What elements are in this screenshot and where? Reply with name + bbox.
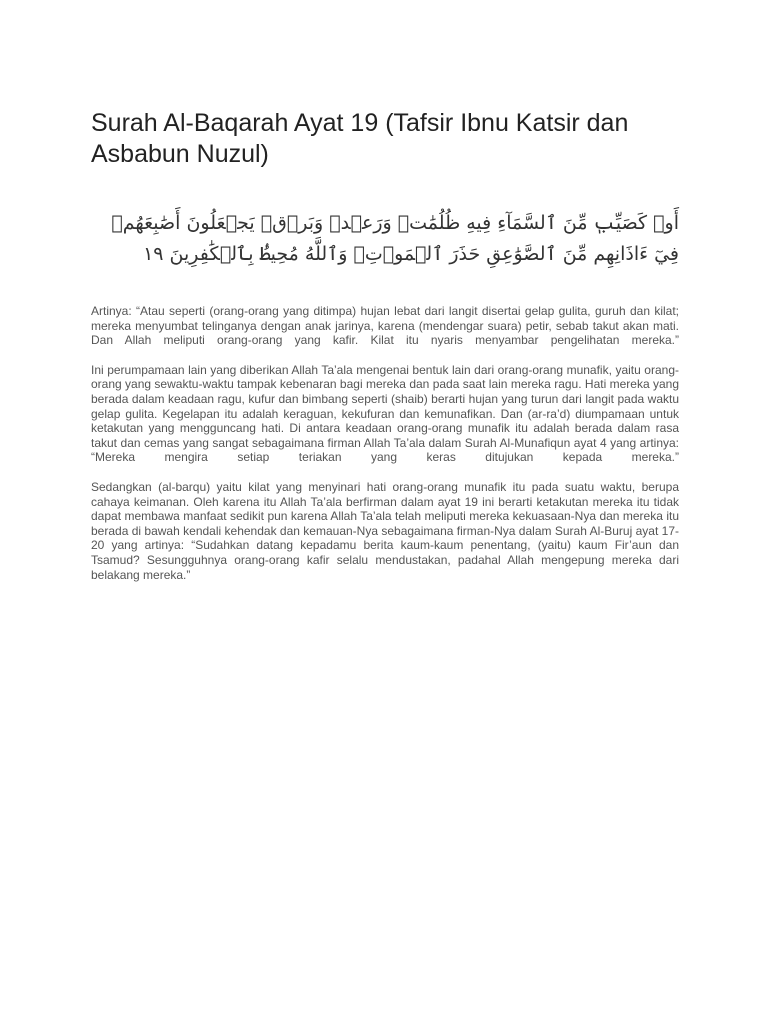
tafsir-paragraph-1: Ini perumpamaan lain yang diberikan Allah Ta’ala mengenai bentuk lain dari orang-orang munafik, yaitu orang-orang yang sewaktu-waktu tampak kebenaran bagi mereka dan pada saat lain mereka ragu. Hati mereka yang berada dalam keadaan ragu, kufur dan bimbang seperti (shaib) berarti hujan yang turun dari langit pada waktu gelap gulita. Kegelapan itu adalah keraguan, kekufuran dan kemunafikan. Dan (ar-ra’d) diumpamaan untuk ketakutan yang mengguncang hati. Di antara keadaan orang-orang munafik itu adalah berada dalam rasa takut dan cemas yang sangat sebagaimana firman Allah Ta’ala dalam Surah Al-Munafiqun ayat 4 yang artinya: “Mereka mengira setiap teriakan yang keras ditujukan kepada mereka.”: [91, 362, 679, 465]
arabic-verse: أَوۡ كَصَيِّبٖ مِّنَ ٱلسَّمَآءِ فِيهِ ظُلُمَٰتٞ وَرَعۡدٞ وَبَرۡقٞ يَجۡعَلُونَ أَصَٰبِعَهُمۡ فِيٓ ءَاذَانِهِم مِّنَ ٱلصَّوَٰعِقِ حَذَرَ ٱلۡمَوۡتِۚ وَٱللَّهُ مُحِيطُۢ بِٱلۡكَٰفِرِينَ ١٩: [111, 212, 679, 265]
tafsir-paragraph-2: Sedangkan (al-barqu) yaitu kilat yang menyinari hati orang-orang munafik itu pada suatu waktu, berupa cahaya keimanan. Oleh karena itu Allah Ta’ala berfirman dalam ayat 19 ini berarti ketakutan mereka itu tidak dapat membawa manfaat sedikit pun karena Allah Ta’ala telah meliputi mereka kekuasaan-Nya dan mereka itu berada di bawah kendali kehendak dan kemauan-Nya sebagaimana firman-Nya dalam Surah Al-Buruj ayat 17-20 yang artinya: “Sudahkan datang kepadamu berita kaum-kaum penentang, (yaitu) kaum Fir’aun dan Tsamud? Sesungguhnya orang-orang kafir selalu mendustakan, padahal Allah mengepung mereka dari belakang mereka.”: [91, 479, 679, 582]
document-content: [91, 108, 679, 582]
translation-paragraph: Artinya: “Atau seperti (orang-orang yang ditimpa) hujan lebat dari langit disertai gelap gulita, guruh dan kilat; mereka menyumbat telinganya dengan anak jarinya, karena (mendengar suara) petir, sebab takut akan mati. Dan Allah meliputi orang-orang yang kafir. Kilat itu nyaris menyambar pengelihatan mereka.”: [91, 304, 679, 348]
page-title: Surah Al-Baqarah Ayat 19 (Tafsir Ibnu Katsir dan Asbabun Nuzul): [91, 109, 629, 168]
